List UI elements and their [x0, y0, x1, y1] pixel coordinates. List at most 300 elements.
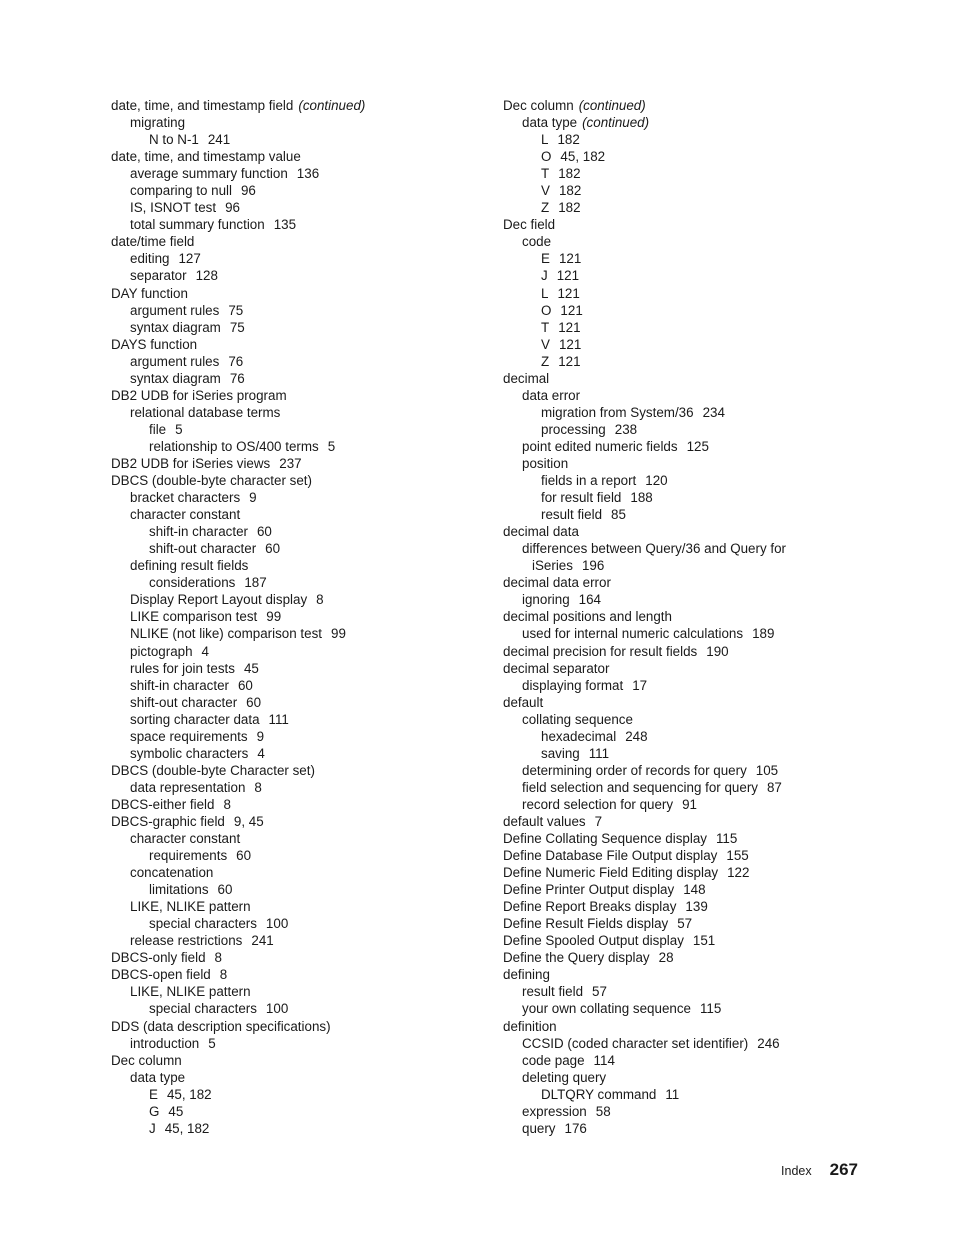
index-entry	[503, 864, 883, 881]
index-entry	[503, 762, 883, 779]
page-reference: 57	[677, 916, 693, 932]
index-entry	[111, 983, 491, 1000]
index-entry	[111, 182, 491, 199]
index-entry	[111, 932, 491, 949]
index-term: E	[149, 1086, 158, 1102]
index-entry	[111, 660, 491, 677]
index-entry	[111, 1086, 491, 1103]
index-entry	[503, 643, 883, 660]
page-reference: 85	[611, 507, 626, 523]
index-term: data error	[522, 387, 581, 403]
index-entry	[503, 165, 883, 182]
index-term: average summary function	[130, 166, 288, 182]
index-term: O	[541, 149, 552, 165]
page-reference: 4	[257, 745, 265, 761]
index-entry	[503, 813, 883, 830]
page-number: 267	[829, 1160, 858, 1179]
index-entry	[111, 813, 491, 830]
index-term: decimal positions and length	[503, 609, 672, 625]
page-reference: 9, 45	[233, 813, 264, 829]
index-entry	[111, 540, 491, 557]
index-entry	[111, 1120, 491, 1137]
index-entry	[503, 1120, 883, 1137]
index-term: V	[541, 183, 550, 199]
index-term: argument rules	[130, 302, 220, 318]
page-reference: 196	[581, 558, 605, 574]
index-entry	[111, 523, 491, 540]
index-entry	[111, 608, 491, 625]
page-reference: 9	[249, 490, 257, 506]
page-reference: 188	[630, 490, 653, 506]
index-term: differences between Query/36 and Query for	[522, 541, 787, 557]
index-entry	[503, 114, 883, 131]
index-entry	[111, 421, 491, 438]
index-entry	[503, 574, 883, 591]
index-term: default	[503, 694, 544, 710]
index-entry	[111, 387, 491, 404]
index-term: DBCS-graphic field	[111, 813, 225, 829]
page-reference: 96	[240, 183, 256, 199]
page-reference: 58	[595, 1103, 611, 1119]
page-reference: 164	[578, 592, 601, 608]
page-reference: 8	[316, 592, 324, 608]
index-term: hexadecimal	[541, 728, 617, 744]
index-term: date/time field	[111, 234, 195, 250]
index-term: defining	[503, 967, 550, 983]
page-reference: 4	[201, 643, 209, 659]
index-entry	[111, 455, 491, 472]
page-reference: 96	[225, 200, 240, 216]
index-entry	[503, 472, 883, 489]
page-reference: 182	[558, 166, 581, 182]
footer-section-label: Index	[781, 1164, 812, 1178]
page-reference: 136	[296, 166, 320, 182]
page-reference: 121	[558, 336, 582, 352]
index-entry	[111, 489, 491, 506]
index-term: DB2 UDB for iSeries program	[111, 387, 287, 403]
index-entry	[111, 336, 491, 353]
index-term: T	[541, 166, 550, 182]
index-term: LIKE, NLIKE pattern	[130, 899, 251, 915]
index-entry	[503, 267, 883, 284]
index-entry	[503, 745, 883, 762]
index-term: Define Collating Sequence display	[503, 831, 707, 847]
index-term: displaying format	[522, 677, 624, 693]
index-term: result field	[541, 507, 603, 523]
index-term: your own collating sequence	[522, 1001, 691, 1017]
index-entry	[111, 1018, 491, 1035]
index-entry	[503, 966, 883, 983]
index-entry	[111, 370, 491, 387]
index-term: special characters	[149, 916, 257, 932]
index-entry	[503, 1103, 883, 1120]
index-term: sorting character data	[130, 711, 260, 727]
index-term: N to N-1	[149, 132, 199, 148]
index-term: migrating	[130, 115, 186, 131]
index-entry	[111, 677, 491, 694]
page-reference: 75	[229, 319, 245, 335]
page-reference: 75	[228, 302, 244, 318]
page-reference: 100	[265, 916, 289, 932]
index-entry	[503, 796, 883, 813]
index-entry	[111, 97, 491, 114]
index-entry	[503, 216, 883, 233]
index-term: data type	[522, 115, 578, 131]
index-entry	[503, 915, 883, 932]
index-entry	[503, 182, 883, 199]
index-term: shift-out character	[149, 541, 257, 557]
index-term: symbolic characters	[130, 745, 249, 761]
index-entry	[503, 489, 883, 506]
page-reference: 176	[564, 1120, 587, 1136]
index-column-left	[111, 97, 491, 1137]
page-reference: 45, 182	[164, 1120, 210, 1136]
page-reference: 241	[207, 132, 231, 148]
index-term: T	[541, 319, 550, 335]
page-reference: 57	[592, 984, 607, 1000]
index-entry	[503, 779, 883, 796]
index-entry	[503, 285, 883, 302]
index-term: query	[522, 1120, 556, 1136]
page-reference: 122	[727, 865, 750, 881]
page-reference: 99	[266, 609, 282, 625]
page-reference: 91	[682, 796, 697, 812]
index-entry	[111, 625, 491, 642]
index-entry	[111, 949, 491, 966]
index-term: DB2 UDB for iSeries views	[111, 455, 271, 471]
index-term: release restrictions	[130, 933, 243, 949]
page-reference: 45	[243, 660, 259, 676]
index-term: special characters	[149, 1001, 257, 1017]
index-term: default values	[503, 813, 586, 829]
index-entry	[503, 148, 883, 165]
index-entry	[111, 1000, 491, 1017]
page-reference: 121	[556, 268, 580, 284]
page-reference: 241	[251, 933, 274, 949]
index-entry	[503, 506, 883, 523]
index-term: decimal data	[503, 524, 579, 540]
index-entry	[111, 472, 491, 489]
page-reference: 76	[229, 370, 245, 386]
index-term: code	[522, 234, 552, 250]
continued-marker: (continued)	[582, 115, 650, 131]
page-reference: 60	[265, 541, 281, 557]
index-term: L	[541, 285, 549, 301]
index-term: Define the Query display	[503, 950, 650, 966]
page-reference: 100	[265, 1001, 289, 1017]
index-entry	[111, 1035, 491, 1052]
index-entry	[503, 370, 883, 387]
index-term: introduction	[130, 1035, 200, 1051]
index-term: comparing to null	[130, 183, 232, 199]
index-term: position	[522, 455, 569, 471]
index-entry	[503, 591, 883, 608]
index-term: migration from System/36	[541, 404, 694, 420]
index-entry	[503, 711, 883, 728]
index-entry	[503, 983, 883, 1000]
index-entry	[111, 131, 491, 148]
index-column-right	[503, 97, 883, 1137]
index-term: Z	[541, 353, 550, 369]
index-entry	[503, 608, 883, 625]
index-term: total summary function	[130, 217, 265, 233]
index-entry	[503, 898, 883, 915]
index-term: CCSID (coded character set identifier)	[522, 1035, 749, 1051]
index-term: syntax diagram	[130, 319, 221, 335]
page-reference: 8	[219, 967, 228, 983]
index-entry	[503, 250, 883, 267]
page-reference: 128	[195, 268, 218, 284]
index-term: Define Printer Output display	[503, 882, 675, 898]
index-entry	[111, 728, 491, 745]
index-term: character constant	[130, 507, 241, 523]
index-term: record selection for query	[522, 796, 674, 812]
index-term: DBCS (double-byte character set)	[111, 473, 312, 489]
index-term: LIKE, NLIKE pattern	[130, 984, 251, 1000]
page-reference: 7	[594, 813, 603, 829]
index-entry	[503, 336, 883, 353]
index-entry	[503, 625, 883, 642]
page-reference: 60	[256, 524, 272, 540]
page-reference: 111	[588, 745, 610, 761]
index-term: DAY function	[111, 285, 188, 301]
index-entry	[111, 199, 491, 216]
index-entry	[503, 438, 883, 455]
index-term: processing	[541, 421, 606, 437]
index-entry	[111, 574, 491, 591]
page-footer	[781, 1160, 858, 1180]
page-reference: 105	[755, 762, 779, 778]
index-entry	[111, 114, 491, 131]
page-reference: 60	[246, 694, 262, 710]
index-entry	[111, 302, 491, 319]
index-term: point edited numeric fields	[522, 438, 678, 454]
index-entry	[503, 830, 883, 847]
page-reference: 121	[558, 353, 581, 369]
index-term: expression	[522, 1103, 587, 1119]
index-term: bracket characters	[130, 490, 241, 506]
index-term: Dec column	[503, 98, 574, 113]
page-reference: 5	[175, 421, 183, 437]
index-term: Define Database File Output display	[503, 848, 718, 864]
page-reference: 5	[327, 438, 336, 454]
index-term: LIKE comparison test	[130, 609, 258, 625]
index-term: decimal separator	[503, 660, 610, 676]
index-entry	[503, 523, 883, 540]
page-reference: 99	[331, 626, 346, 642]
page-reference: 9	[256, 728, 265, 744]
index-term: for result field	[541, 490, 622, 506]
index-term: DBCS-only field	[111, 950, 206, 966]
page-reference: 148	[683, 882, 706, 898]
index-entry	[111, 694, 491, 711]
index-term: syntax diagram	[130, 370, 221, 386]
page-reference: 190	[706, 643, 729, 659]
index-entry	[111, 915, 491, 932]
page-reference: 60	[237, 677, 253, 693]
page-reference: 246	[757, 1035, 780, 1051]
page-reference: 125	[686, 438, 709, 454]
index-term: considerations	[149, 575, 236, 591]
index-term: definition	[503, 1018, 557, 1034]
index-entry	[111, 1103, 491, 1120]
page-reference: 121	[558, 251, 582, 267]
index-term: IS, ISNOT test	[130, 200, 217, 216]
continued-marker: (continued)	[578, 98, 646, 113]
index-entry	[503, 404, 883, 421]
page-reference: 127	[178, 251, 201, 267]
page-reference: 76	[228, 353, 244, 369]
page-reference: 182	[558, 200, 581, 216]
index-entry	[503, 1052, 883, 1069]
index-term: shift-in character	[130, 677, 229, 693]
index-term: decimal precision for result fields	[503, 643, 698, 659]
index-entry	[111, 216, 491, 233]
index-term: pictograph	[130, 643, 193, 659]
index-entry	[111, 557, 491, 574]
index-term: Display Report Layout display	[130, 592, 308, 608]
index-term: fields in a report	[541, 473, 637, 489]
index-term: concatenation	[130, 865, 214, 881]
index-term: G	[149, 1103, 160, 1119]
index-entry	[111, 847, 491, 864]
index-entry	[111, 267, 491, 284]
page-reference: 155	[726, 848, 749, 864]
index-term: limitations	[149, 882, 209, 898]
index-term: rules for join tests	[130, 660, 235, 676]
index-term: J	[149, 1120, 156, 1136]
index-entry	[111, 643, 491, 660]
index-term: iSeries	[532, 558, 573, 574]
index-term: DDS (data description specifications)	[111, 1018, 331, 1034]
index-entry	[111, 745, 491, 762]
index-entry	[503, 302, 883, 319]
index-term: Define Spooled Output display	[503, 933, 684, 949]
continued-marker: (continued)	[298, 98, 366, 113]
index-entry	[503, 557, 883, 574]
index-term: requirements	[149, 848, 228, 864]
index-term: Define Report Breaks display	[503, 899, 677, 915]
index-term: data representation	[130, 779, 246, 795]
index-term: V	[541, 336, 550, 352]
index-entry	[503, 199, 883, 216]
index-entry	[111, 1052, 491, 1069]
index-entry	[503, 131, 883, 148]
index-entry	[111, 966, 491, 983]
index-term: J	[541, 268, 548, 284]
page-reference: 187	[244, 575, 267, 591]
index-term: date, time, and timestamp field	[111, 98, 294, 113]
index-entry	[503, 455, 883, 472]
page-reference: 111	[268, 711, 289, 727]
index-term: argument rules	[130, 353, 220, 369]
index-entry	[111, 591, 491, 608]
page-reference: 248	[625, 728, 648, 744]
index-entry	[111, 353, 491, 370]
index-entry	[503, 728, 883, 745]
page-reference: 5	[208, 1035, 216, 1051]
index-term: field selection and sequencing for query	[522, 779, 758, 795]
page-reference: 11	[665, 1086, 680, 1102]
index-term: shift-in character	[149, 524, 248, 540]
index-term: relational database terms	[130, 404, 281, 420]
index-entry	[111, 148, 491, 165]
index-entry	[503, 949, 883, 966]
index-entry	[503, 881, 883, 898]
page-reference: 237	[279, 455, 302, 471]
index-term: date, time, and timestamp value	[111, 149, 301, 165]
index-entry	[111, 250, 491, 267]
index-entry	[503, 319, 883, 336]
index-term: O	[541, 302, 552, 318]
page-reference: 189	[752, 626, 775, 642]
index-term: NLIKE (not like) comparison test	[130, 626, 323, 642]
index-term: DLTQRY command	[541, 1086, 657, 1102]
index-term: E	[541, 251, 550, 267]
page-reference: 45, 182	[560, 149, 606, 165]
index-term: collating sequence	[522, 711, 633, 727]
index-entry	[111, 762, 491, 779]
index-entry	[503, 1069, 883, 1086]
index-entry	[503, 932, 883, 949]
index-term: Z	[541, 200, 550, 216]
index-entry	[111, 438, 491, 455]
index-term: saving	[541, 745, 580, 761]
index-entry	[503, 660, 883, 677]
index-entry	[111, 233, 491, 250]
index-entry	[503, 1086, 883, 1103]
index-term: file	[149, 421, 167, 437]
page-reference: 234	[702, 404, 725, 420]
index-entry	[111, 506, 491, 523]
index-term: editing	[130, 251, 170, 267]
page-reference: 17	[632, 677, 648, 693]
index-term: decimal data error	[503, 575, 611, 591]
index-term: decimal	[503, 370, 550, 386]
index-entry	[111, 319, 491, 336]
index-term: Define Result Fields display	[503, 916, 669, 932]
index-term: deleting query	[522, 1069, 607, 1085]
index-entry	[111, 285, 491, 302]
page-reference: 121	[558, 319, 581, 335]
page-reference: 121	[560, 302, 583, 318]
page-reference: 60	[217, 882, 233, 898]
index-term: separator	[130, 268, 187, 284]
page-reference: 114	[593, 1052, 615, 1068]
page-reference: 28	[658, 950, 674, 966]
page-reference: 238	[614, 421, 638, 437]
page-reference: 182	[557, 132, 580, 148]
page-reference: 139	[685, 899, 708, 915]
index-entry	[111, 898, 491, 915]
index-entry	[111, 830, 491, 847]
index-entry	[503, 1018, 883, 1035]
index-term: L	[541, 132, 549, 148]
page-reference: 87	[766, 779, 782, 795]
page-reference: 182	[558, 183, 582, 199]
page-reference: 151	[692, 933, 716, 949]
page-reference: 8	[254, 779, 262, 795]
index-entry	[111, 779, 491, 796]
index-entry	[503, 233, 883, 250]
index-entry	[503, 540, 883, 557]
index-entry	[111, 1069, 491, 1086]
index-term: character constant	[130, 831, 241, 847]
index-term: DBCS (double-byte Character set)	[111, 762, 315, 778]
index-term: relationship to OS/400 terms	[149, 438, 319, 454]
index-term: defining result fields	[130, 558, 249, 574]
index-term: shift-out character	[130, 694, 238, 710]
